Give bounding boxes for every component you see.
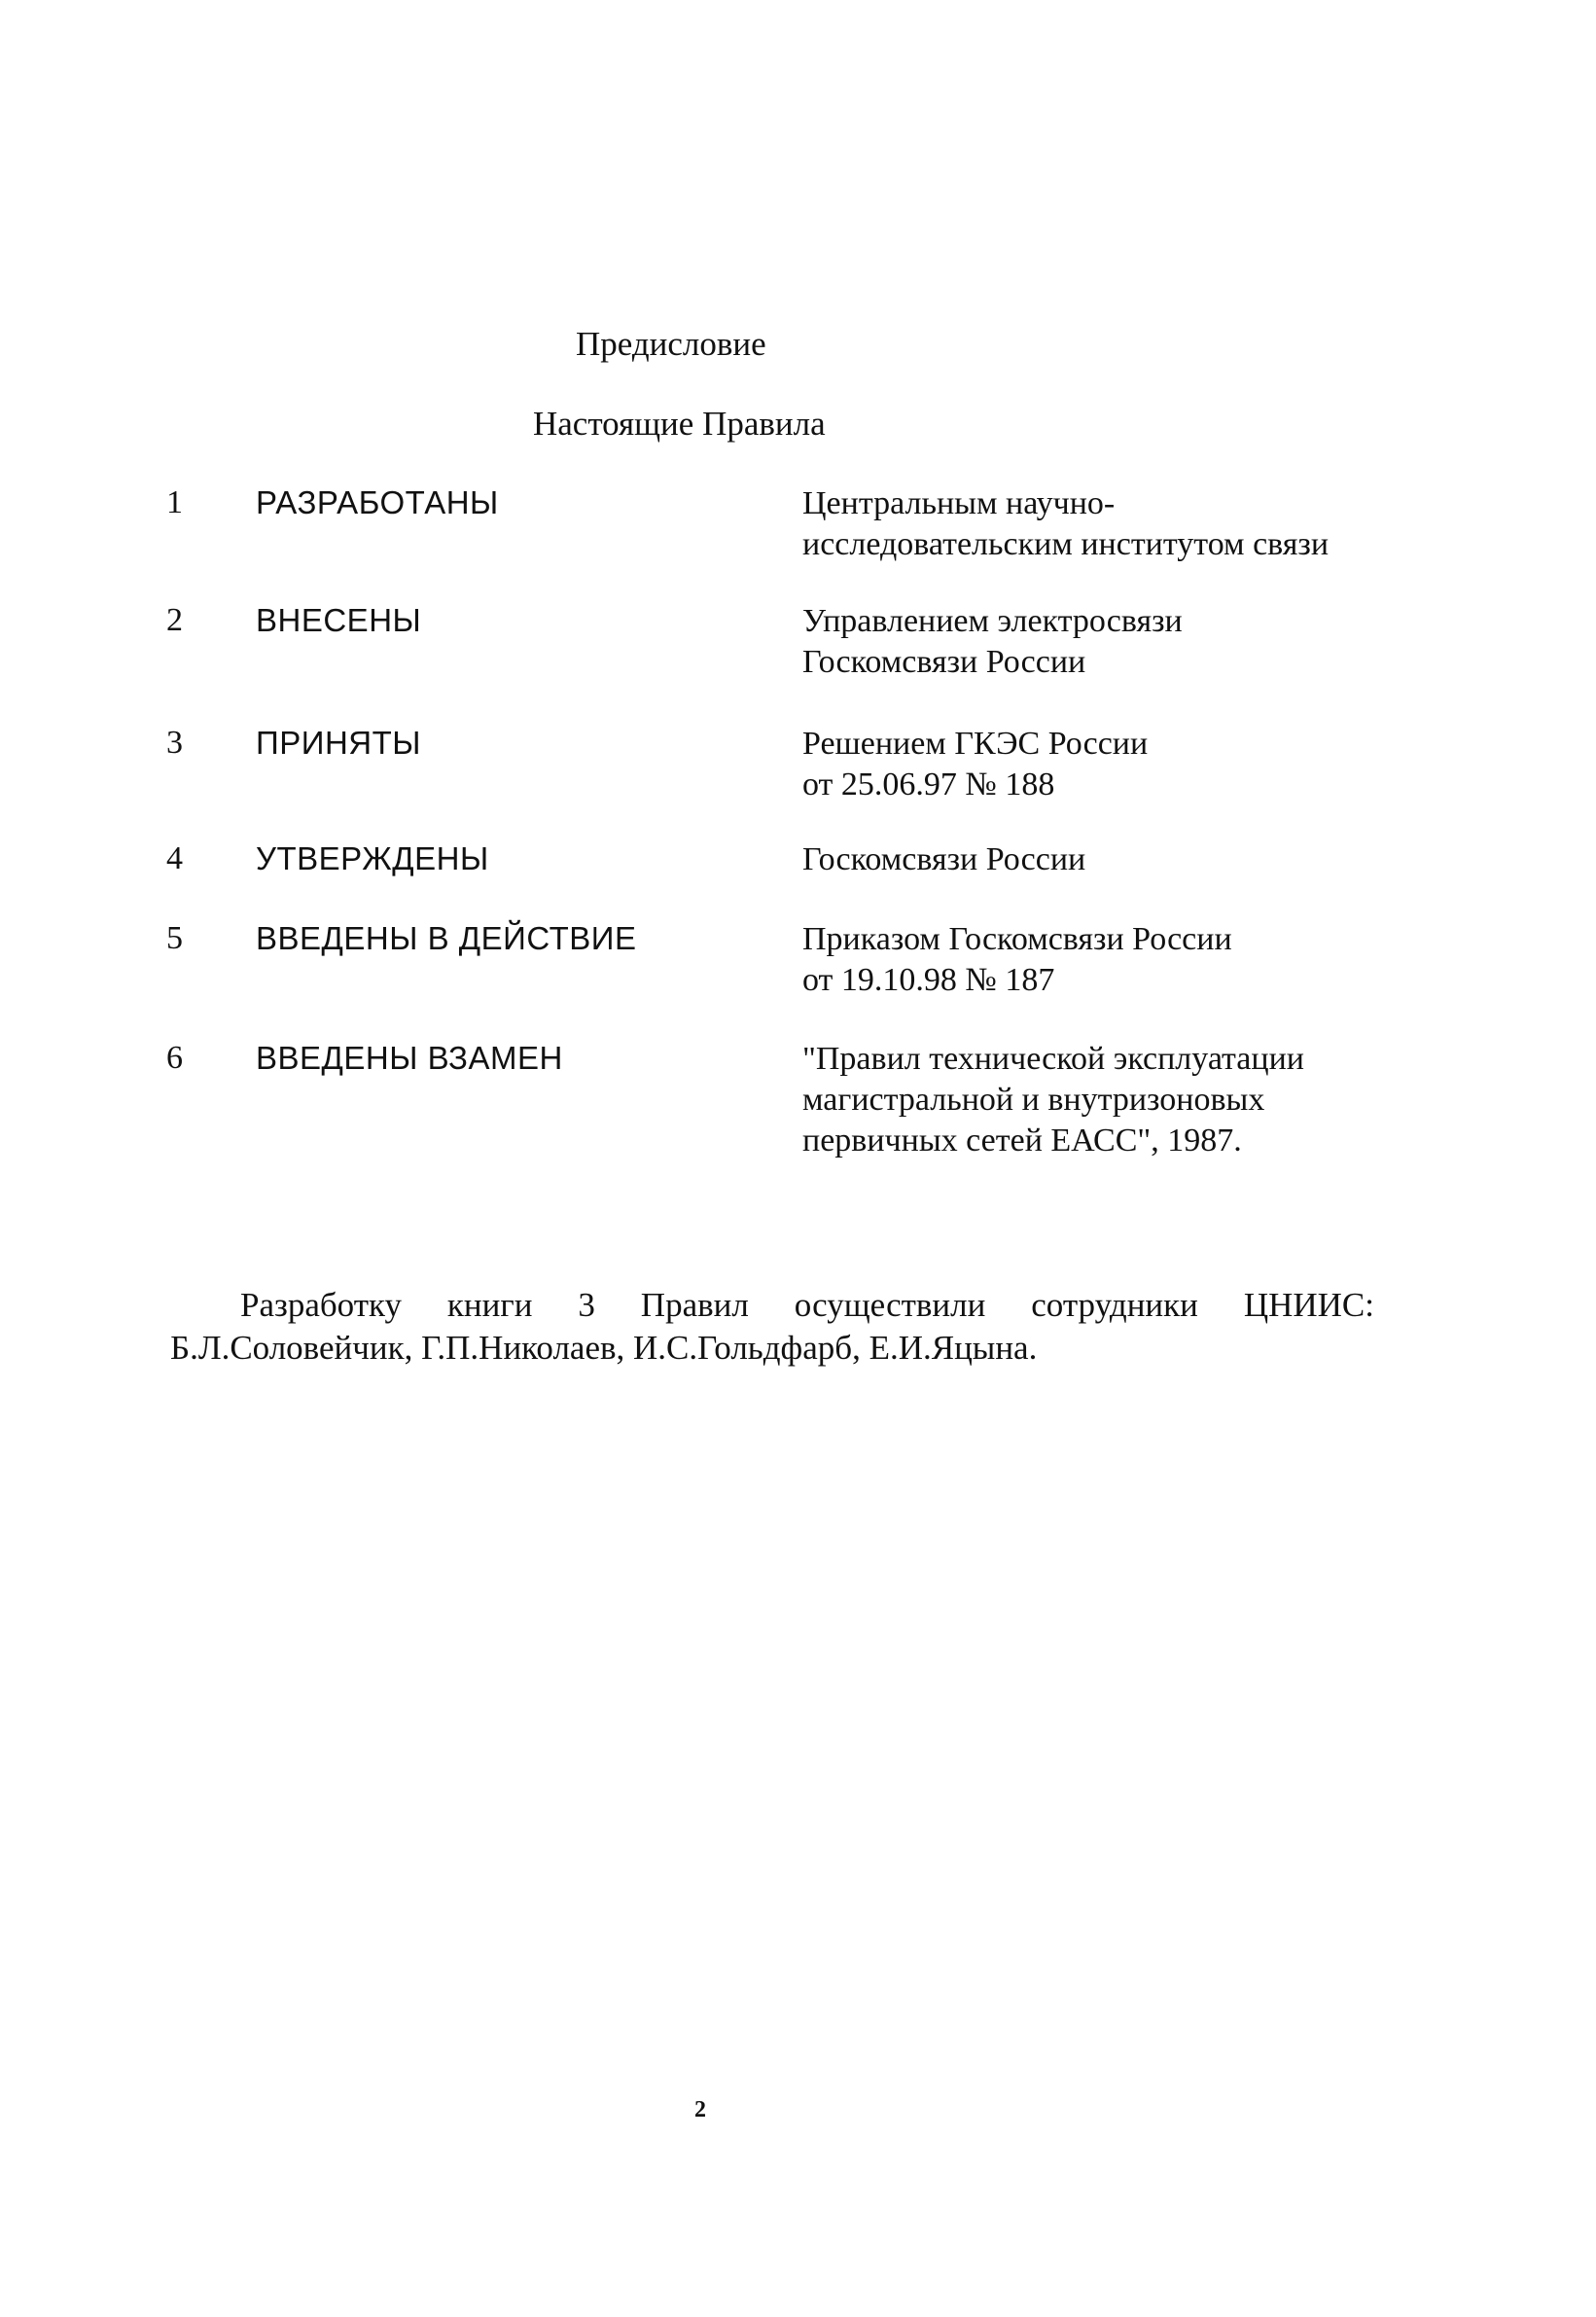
- page-subtitle: Настоящие Правила: [533, 405, 826, 443]
- item-detail-line: Управлением электросвязи: [802, 603, 1183, 639]
- item-detail: [802, 839, 1464, 880]
- item-action: ВВЕДЕНЫ В ДЕЙСТВИЕ: [256, 920, 637, 956]
- credits-authors: Б.Л.Соловейчик, Г.П.Николаев, И.С.Гольдфарб, Е.И.Яцына.: [170, 1329, 1038, 1367]
- item-detail-line: Госкомсвязи России: [802, 644, 1086, 680]
- item-detail: [802, 724, 1464, 805]
- item-number: 3: [166, 725, 183, 761]
- item-number: 6: [166, 1040, 183, 1076]
- item-number: 5: [166, 920, 183, 956]
- item-detail: [802, 601, 1464, 683]
- item-detail-line: "Правил технической эксплуатации: [802, 1041, 1304, 1077]
- item-action: ПРИНЯТЫ: [256, 725, 421, 761]
- item-detail-line: исследовательским институтом связи: [802, 526, 1330, 562]
- item-detail: [802, 483, 1464, 565]
- item-number: 2: [166, 602, 183, 638]
- item-detail: [802, 919, 1464, 1001]
- page-title: Предисловие: [576, 325, 766, 363]
- item-detail-line: магистральной и внутризоновых: [802, 1082, 1265, 1118]
- item-number: 4: [166, 840, 183, 876]
- item-detail-line: Центральным научно-: [802, 485, 1116, 521]
- item-detail-line: первичных сетей ЕАСС", 1987.: [802, 1123, 1242, 1158]
- item-number: 1: [166, 484, 183, 520]
- page-number: 2: [694, 2097, 706, 2122]
- item-detail-line: Госкомсвязи России: [802, 841, 1086, 877]
- item-detail-line: Приказом Госкомсвязи России: [802, 921, 1232, 957]
- item-action: УТВЕРЖДЕНЫ: [256, 840, 489, 876]
- item-detail-line: от 25.06.97 № 188: [802, 766, 1055, 802]
- item-action: ВНЕСЕНЫ: [256, 602, 422, 638]
- item-detail: [802, 1039, 1464, 1161]
- item-detail-line: от 19.10.98 № 187: [802, 962, 1055, 998]
- item-detail-line: Решением ГКЭС России: [802, 726, 1149, 762]
- item-action: ВВЕДЕНЫ ВЗАМЕН: [256, 1040, 563, 1076]
- credits-paragraph: [170, 1284, 1374, 1370]
- item-action: РАЗРАБОТАНЫ: [256, 484, 499, 520]
- credits-line: Разработку книги 3 Правил осуществили сотрудники ЦНИИС:: [240, 1286, 1374, 1324]
